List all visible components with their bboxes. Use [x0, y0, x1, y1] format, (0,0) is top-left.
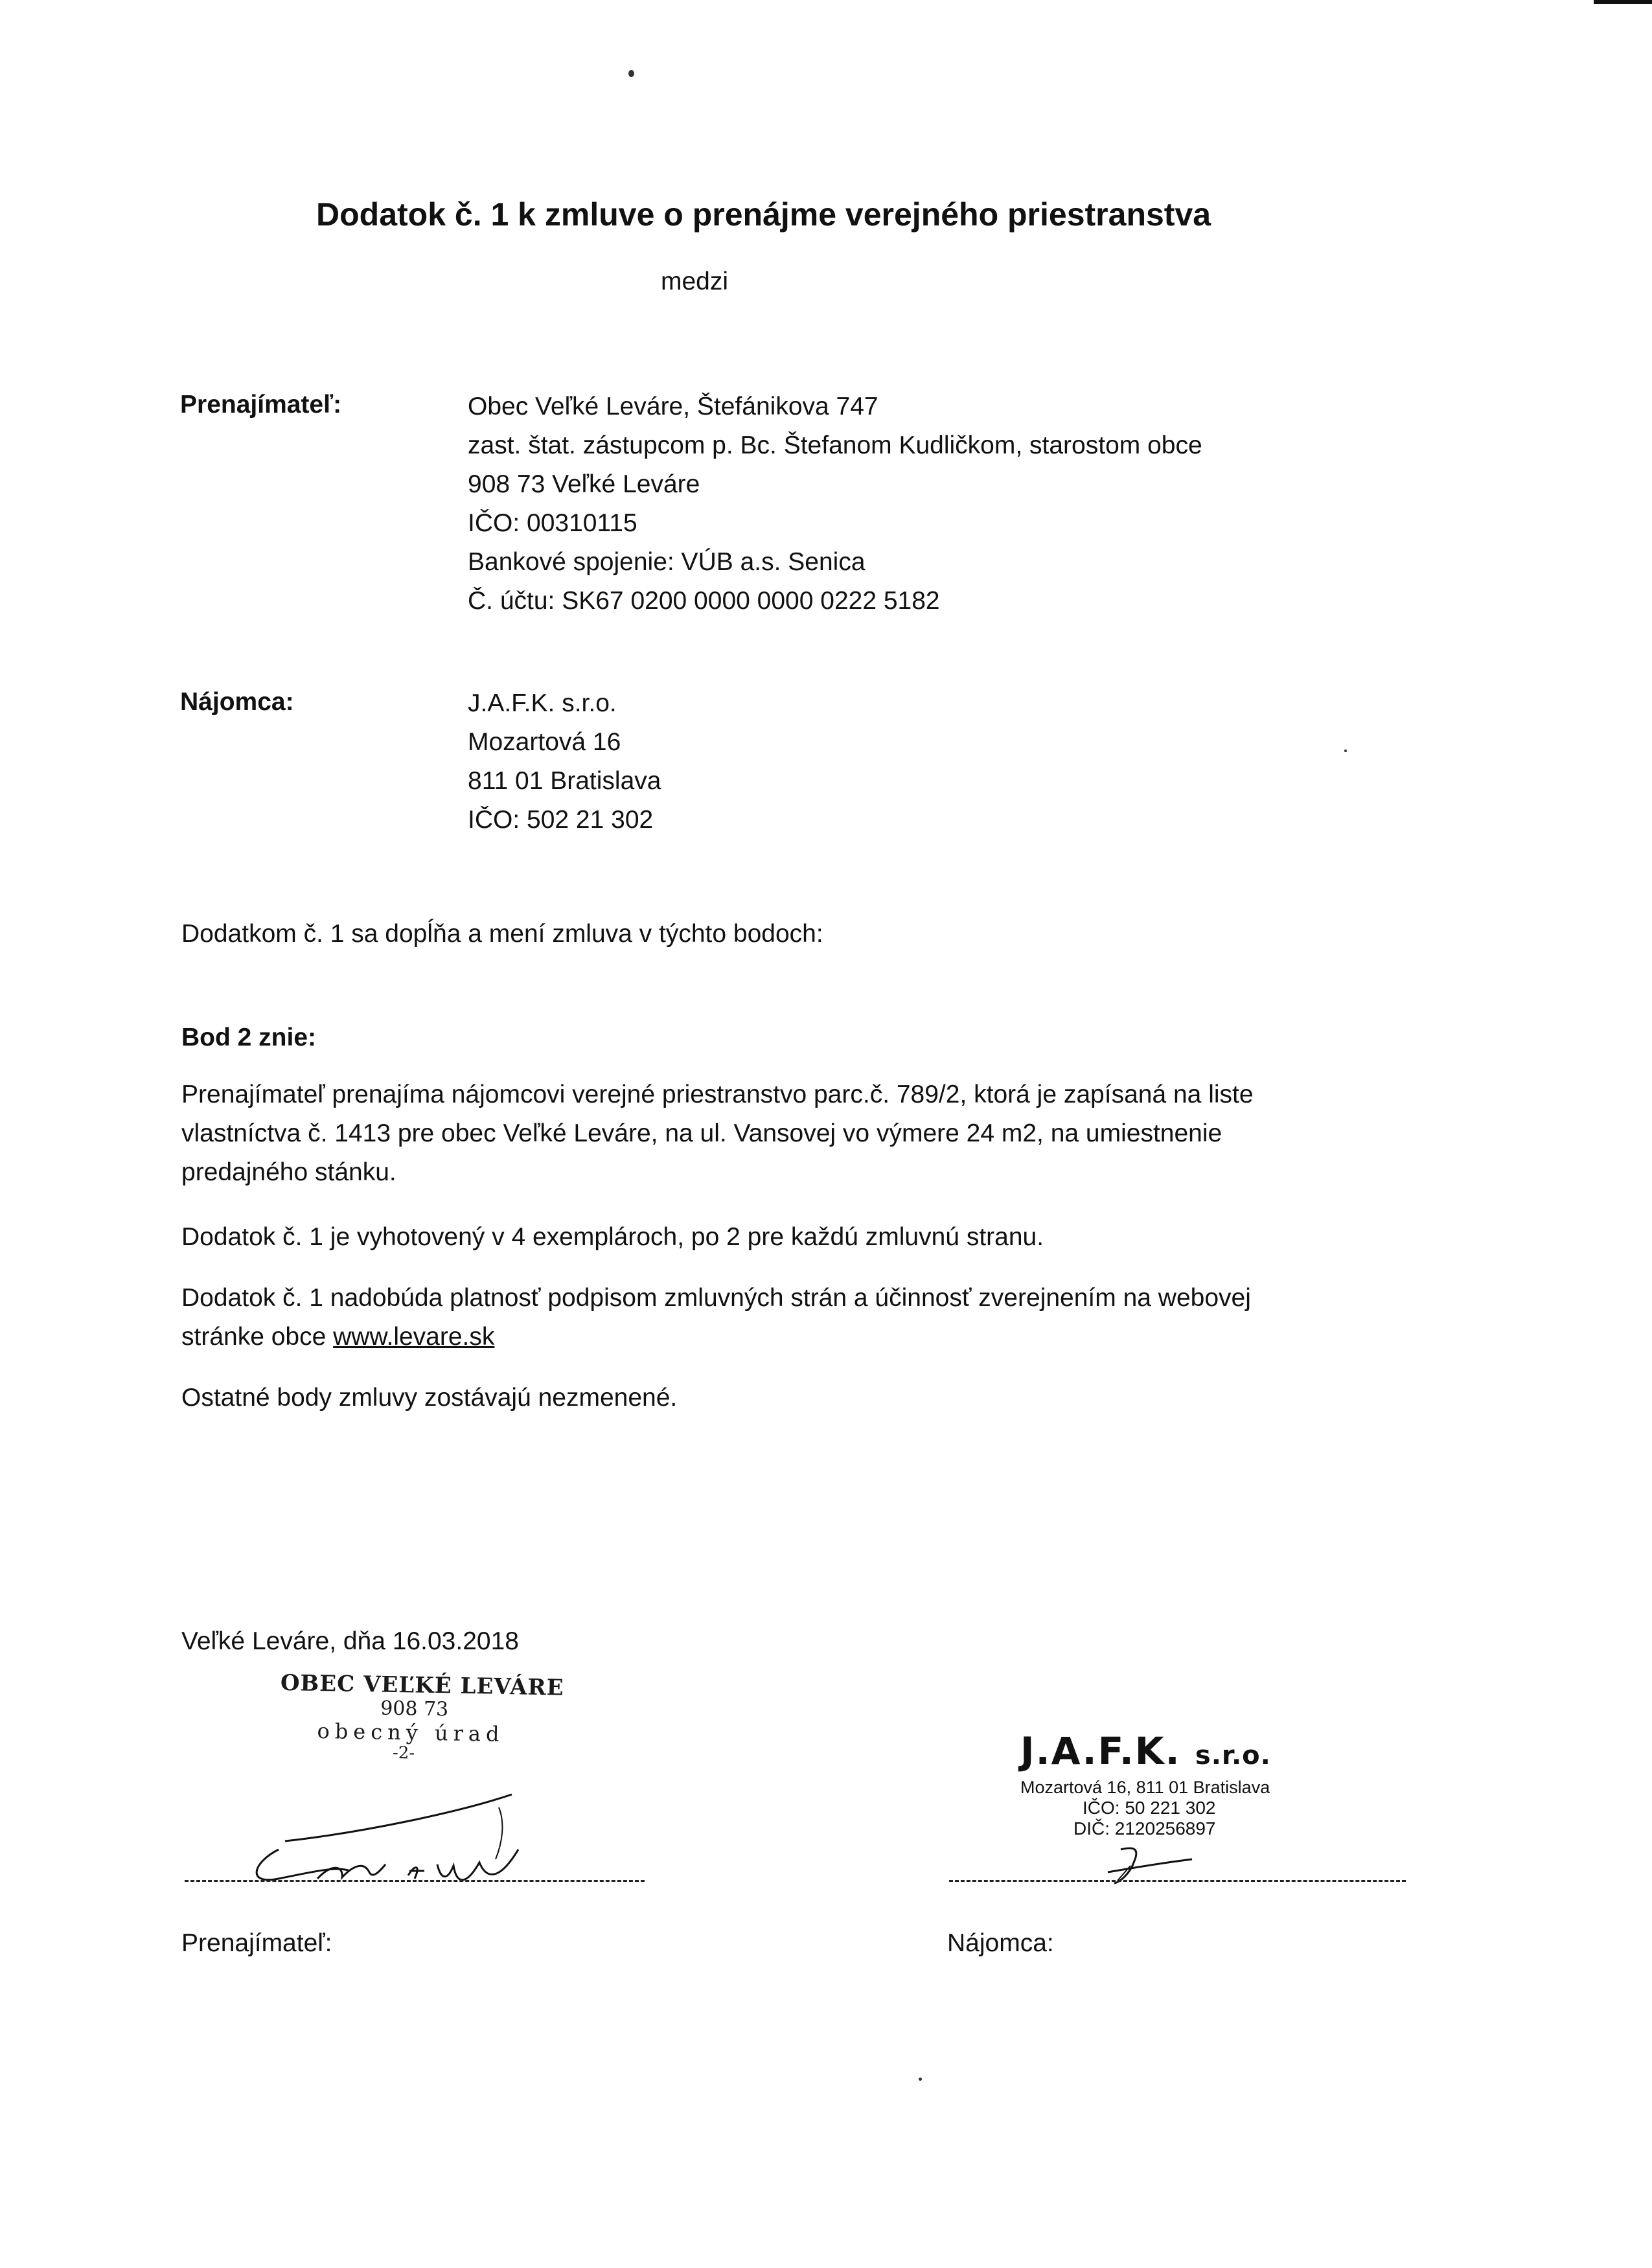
company-logo [1020, 1730, 1331, 1777]
document-subtitle: medzi [661, 268, 729, 295]
paragraph-line: vlastníctva č. 1413 pre obec Veľké Leváre, na ul. Vansovej vo výmere 24 m2, na umiestnenie [181, 1119, 1222, 1147]
landlord-postal: 908 73 Veľké Leváre [468, 470, 700, 498]
scan-speck [919, 2078, 922, 2081]
paragraph-line: predajného stánku. [181, 1158, 396, 1186]
tenant-details [468, 684, 661, 840]
landlord-signatory-label: Prenajímateľ: [181, 1929, 332, 1957]
tenant-signatory-label: Nájomca: [947, 1929, 1054, 1957]
paragraph-remaining [181, 1379, 1477, 1417]
paragraph-text: stránke obce [181, 1323, 334, 1351]
tenant-street: Mozartová 16 [468, 728, 621, 756]
landlord-name-address: Obec Veľké Leváre, Štefánikova 747 [468, 393, 878, 420]
landlord-details [468, 387, 1202, 621]
company-stamp [1020, 1730, 1331, 1839]
scan-speck [1344, 750, 1347, 752]
landlord-ico: IČO: 00310115 [468, 509, 637, 537]
landlord-account: Č. účtu: SK67 0200 0000 0000 0222 5182 [468, 587, 940, 615]
intro-text: Dodatkom č. 1 sa dopĺňa a mení zmluva v týchto bodoch: [181, 920, 823, 948]
company-dic: DIČ: 2120256897 [1073, 1818, 1216, 1838]
company-logo-text: J.A.F.K. [1020, 1729, 1181, 1773]
website-link[interactable]: www.levare.sk [333, 1323, 495, 1351]
stamp-line: OBEC VEĽKÉ LEVÁRE [280, 1669, 564, 1701]
paragraph-validity [181, 1279, 1477, 1357]
stamp-line: -2- [392, 1743, 415, 1763]
paragraph-lease-subject [181, 1075, 1477, 1192]
intro-paragraph [181, 915, 1477, 954]
tenant-ico: IČO: 502 21 302 [468, 806, 654, 834]
landlord-label: Prenajímateľ: [180, 391, 342, 418]
landlord-signature-line [185, 1880, 645, 1882]
company-logo-suffix: s.r.o. [1195, 1741, 1271, 1770]
document-title: Dodatok č. 1 k zmluve o prenájme verejného priestranstva [316, 196, 1211, 233]
tenant-name: J.A.F.K. s.r.o. [468, 689, 617, 717]
landlord-bank: Bankové spojenie: VÚB a.s. Senica [468, 548, 866, 576]
tenant-label: Nájomca: [180, 688, 294, 716]
paragraph-line [181, 1318, 1477, 1357]
landlord-signature [240, 1788, 551, 1892]
section-heading [181, 1018, 1477, 1057]
section-heading-text: Bod 2 znie: [181, 1024, 317, 1051]
paragraph-copies [181, 1218, 1477, 1257]
tenant-signature-line [949, 1880, 1406, 1882]
municipality-stamp [279, 1670, 585, 1765]
scan-edge-mark [1594, 0, 1652, 4]
scan-speck [628, 70, 634, 77]
stamp-line: obecný úrad [317, 1718, 505, 1747]
paragraph-line: Prenajímateľ prenajíma nájomcovi verejné priestranstvo parc.č. 789/2, ktorá je zapísaná na liste [181, 1081, 1254, 1108]
paragraph-line: Dodatok č. 1 nadobúda platnosť podpisom zmluvných strán a účinnosť zverejnením na webovej [181, 1284, 1251, 1312]
paragraph-line: Ostatné body zmluvy zostávajú nezmenené. [181, 1384, 678, 1412]
paragraph-line: Dodatok č. 1 je vyhotovený v 4 exemplároch, po 2 pre každú zmluvnú stranu. [181, 1223, 1044, 1251]
landlord-representative: zast. štat. zástupcom p. Bc. Štefanom Kudličkom, starostom obce [468, 431, 1202, 459]
company-ico: IČO: 50 221 302 [1083, 1798, 1216, 1818]
place-and-date: Veľké Leváre, dňa 16.03.2018 [181, 1627, 519, 1655]
tenant-postal: 811 01 Bratislava [468, 767, 661, 795]
company-address: Mozartová 16, 811 01 Bratislava [1020, 1778, 1270, 1797]
stamp-line: 908 73 [380, 1697, 449, 1721]
